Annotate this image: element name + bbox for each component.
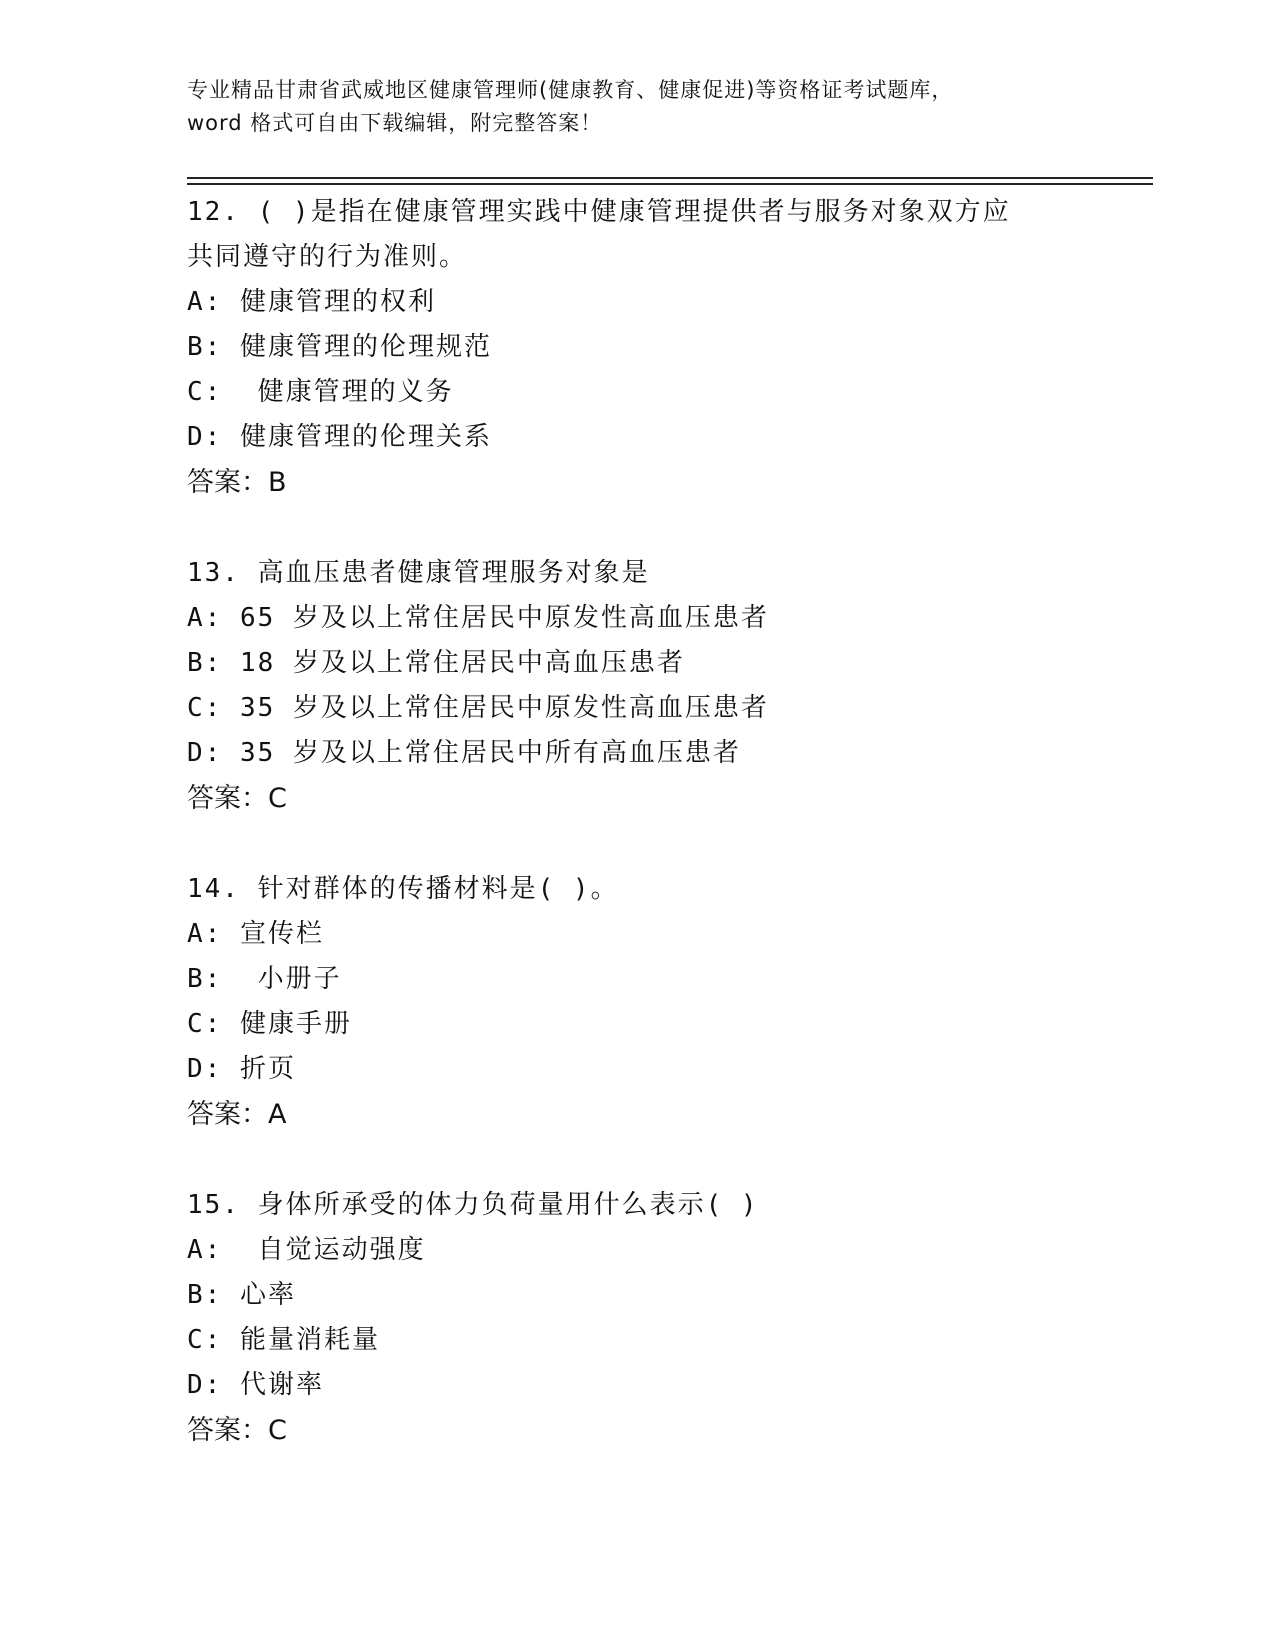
option-d: D: 健康管理的伦理关系 <box>187 422 492 452</box>
answer-line: 答案：A <box>187 1099 287 1130</box>
question-15 <box>187 1183 1087 1453</box>
question-stem-line-1: 14. 针对群体的传播材料是( )。 <box>187 874 619 904</box>
option-c: C: 能量消耗量 <box>187 1325 380 1355</box>
question-stem-line-1: 13. 高血压患者健康管理服务对象是 <box>187 558 650 588</box>
question-stem <box>187 551 1087 596</box>
option-c: C: 35 岁及以上常住居民中原发性高血压患者 <box>187 693 769 723</box>
option-c: C: 健康管理的义务 <box>187 377 454 407</box>
option-b: B: 小册子 <box>187 964 342 994</box>
question-stem-line-1: 12. ( )是指在健康管理实践中健康管理提供者与服务对象双方应 <box>187 197 1011 227</box>
question-12 <box>187 190 1087 505</box>
answer-line: 答案：C <box>187 1415 287 1446</box>
question-list <box>187 190 1087 1499</box>
option-a: A: 健康管理的权利 <box>187 287 436 317</box>
question-13 <box>187 551 1087 821</box>
header-line-1: 专业精品甘肃省武威地区健康管理师(健康教育、健康促进)等资格证考试题库， <box>187 78 954 102</box>
option-a: A: 65 岁及以上常住居民中原发性高血压患者 <box>187 603 769 633</box>
header-line-2: word 格式可自由下载编辑，附完整答案！ <box>187 111 603 135</box>
header-divider-bottom <box>187 183 1153 185</box>
option-d: D: 折页 <box>187 1054 296 1084</box>
option-b: B: 健康管理的伦理规范 <box>187 332 492 362</box>
option-b: B: 18 岁及以上常住居民中高血压患者 <box>187 648 685 678</box>
option-d: D: 35 岁及以上常住居民中所有高血压患者 <box>187 738 741 768</box>
question-stem <box>187 867 1087 912</box>
answer-line: 答案：B <box>187 467 287 498</box>
option-a: A: 自觉运动强度 <box>187 1235 426 1265</box>
header-divider-top <box>187 177 1153 179</box>
answer-line: 答案：C <box>187 783 287 814</box>
question-stem <box>187 1183 1087 1228</box>
option-a: A: 宣传栏 <box>187 919 324 949</box>
document-header <box>187 74 1087 140</box>
question-stem-line-1: 15. 身体所承受的体力负荷量用什么表示( ) <box>187 1190 759 1220</box>
question-14 <box>187 867 1087 1137</box>
option-c: C: 健康手册 <box>187 1009 352 1039</box>
question-stem <box>187 190 1087 280</box>
question-stem-line-2: 共同遵守的行为准则。 <box>187 242 468 272</box>
option-b: B: 心率 <box>187 1280 296 1310</box>
option-d: D: 代谢率 <box>187 1370 324 1400</box>
